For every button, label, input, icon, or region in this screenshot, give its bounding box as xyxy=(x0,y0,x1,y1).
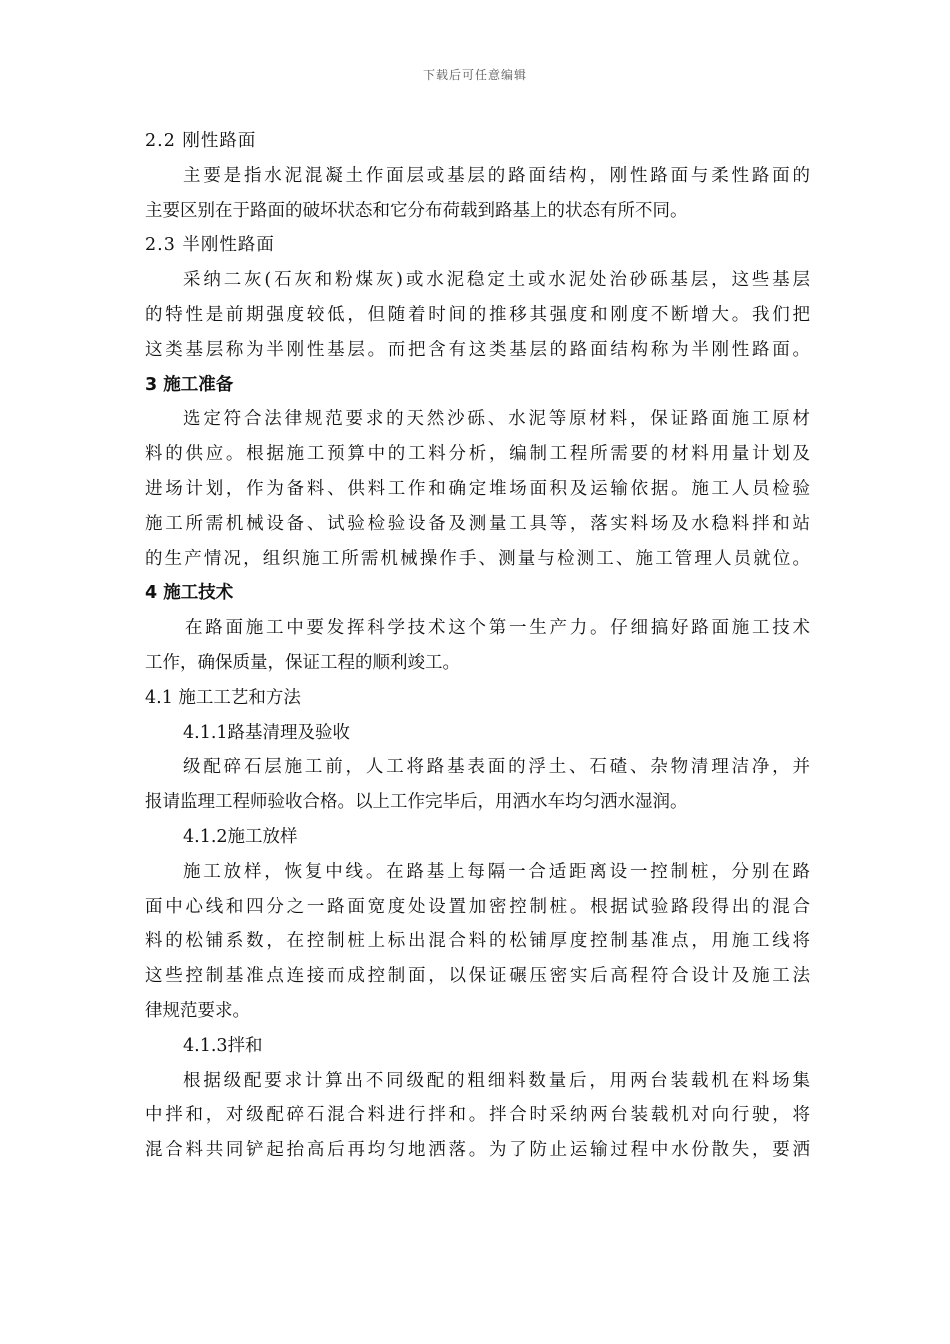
text-line: 的特性是前期强度较低，但随着时间的推移其强度和刚度不断增大。我们把 xyxy=(145,304,810,325)
text-line: 施工放样，恢复中线。在路基上每隔一合适距离设一控制桩，分别在路 xyxy=(183,861,810,882)
page-header: 下载后可任意编辑 xyxy=(422,68,527,82)
text-line: 2.3 半刚性路面 xyxy=(145,235,275,256)
text-line: 的生产情况，组织施工所需机械操作手、测量与检测工、施工管理人员就位。 xyxy=(145,548,810,569)
text-line: 报请监理工程师验收合格。以上工作完毕后，用洒水车均匀洒水湿润。 xyxy=(145,792,688,813)
text-line: 面中心线和四分之一路面宽度处设置加密控制桩。根据试验路段得出的混合 xyxy=(145,896,810,917)
text-line: 选定符合法律规范要求的天然沙砾、水泥等原材料，保证路面施工原材 xyxy=(183,409,810,430)
text-line: 主要区别在于路面的破坏状态和它分布荷载到路基上的状态有所不同。 xyxy=(145,200,688,221)
text-line: 料的供应。根据施工预算中的工料分析，编制工程所需要的材料用量计划及 xyxy=(145,444,810,465)
text-line: 律规范要求。 xyxy=(145,1000,250,1021)
text-line: 4.1 施工工艺和方法 xyxy=(145,687,301,708)
text-line: 进场计划，作为备料、供料工作和确定堆场面积及运输依据。施工人员检验 xyxy=(145,478,810,499)
document-body xyxy=(145,124,810,1168)
text-line: 混合料共同铲起抬高后再均匀地洒落。为了防止运输过程中水份散失，要洒 xyxy=(145,1140,810,1161)
text-line: 采纳二灰(石灰和粉煤灰)或水泥稳定土或水泥处治砂砾基层，这些基层 xyxy=(183,270,810,291)
text-line: 4.1.2施工放样 xyxy=(183,826,298,847)
text-line: 料的松铺系数，在控制桩上标出混合料的松铺厚度控制基准点，用施工线将 xyxy=(145,931,810,952)
text-line: 工作，确保质量，保证工程的顺利竣工。 xyxy=(145,652,460,673)
text-line: 2.2 刚性路面 xyxy=(145,131,257,151)
text-line: 4.1.1路基清理及验收 xyxy=(183,722,351,743)
text-line: 根据级配要求计算出不同级配的粗细料数量后，用两台装载机在料场集 xyxy=(183,1070,810,1091)
text-line: 在路面施工中要发挥科学技术这个第一生产力。仔细搞好路面施工技术 xyxy=(185,618,810,639)
text-line: 4 施工技术 xyxy=(145,583,234,604)
text-line: 级配碎石层施工前，人工将路基表面的浮土、石碴、杂物清理洁净，并 xyxy=(183,757,810,778)
text-line: 3 施工准备 xyxy=(145,374,234,395)
text-line: 主要是指水泥混凝土作面层或基层的路面结构，刚性路面与柔性路面的 xyxy=(183,165,810,186)
text-line: 这类基层称为半刚性基层。而把含有这类基层的路面结构称为半刚性路面。 xyxy=(145,339,810,360)
text-line: 施工所需机械设备、试验检验设备及测量工具等，落实料场及水稳料拌和站 xyxy=(145,513,810,534)
text-line: 中拌和，对级配碎石混合料进行拌和。拌合时采纳两台装载机对向行驶，将 xyxy=(145,1105,810,1126)
text-line: 4.1.3拌和 xyxy=(183,1035,263,1056)
text-line: 这些控制基准点连接而成控制面，以保证碾压密实后高程符合设计及施工法 xyxy=(145,966,810,987)
